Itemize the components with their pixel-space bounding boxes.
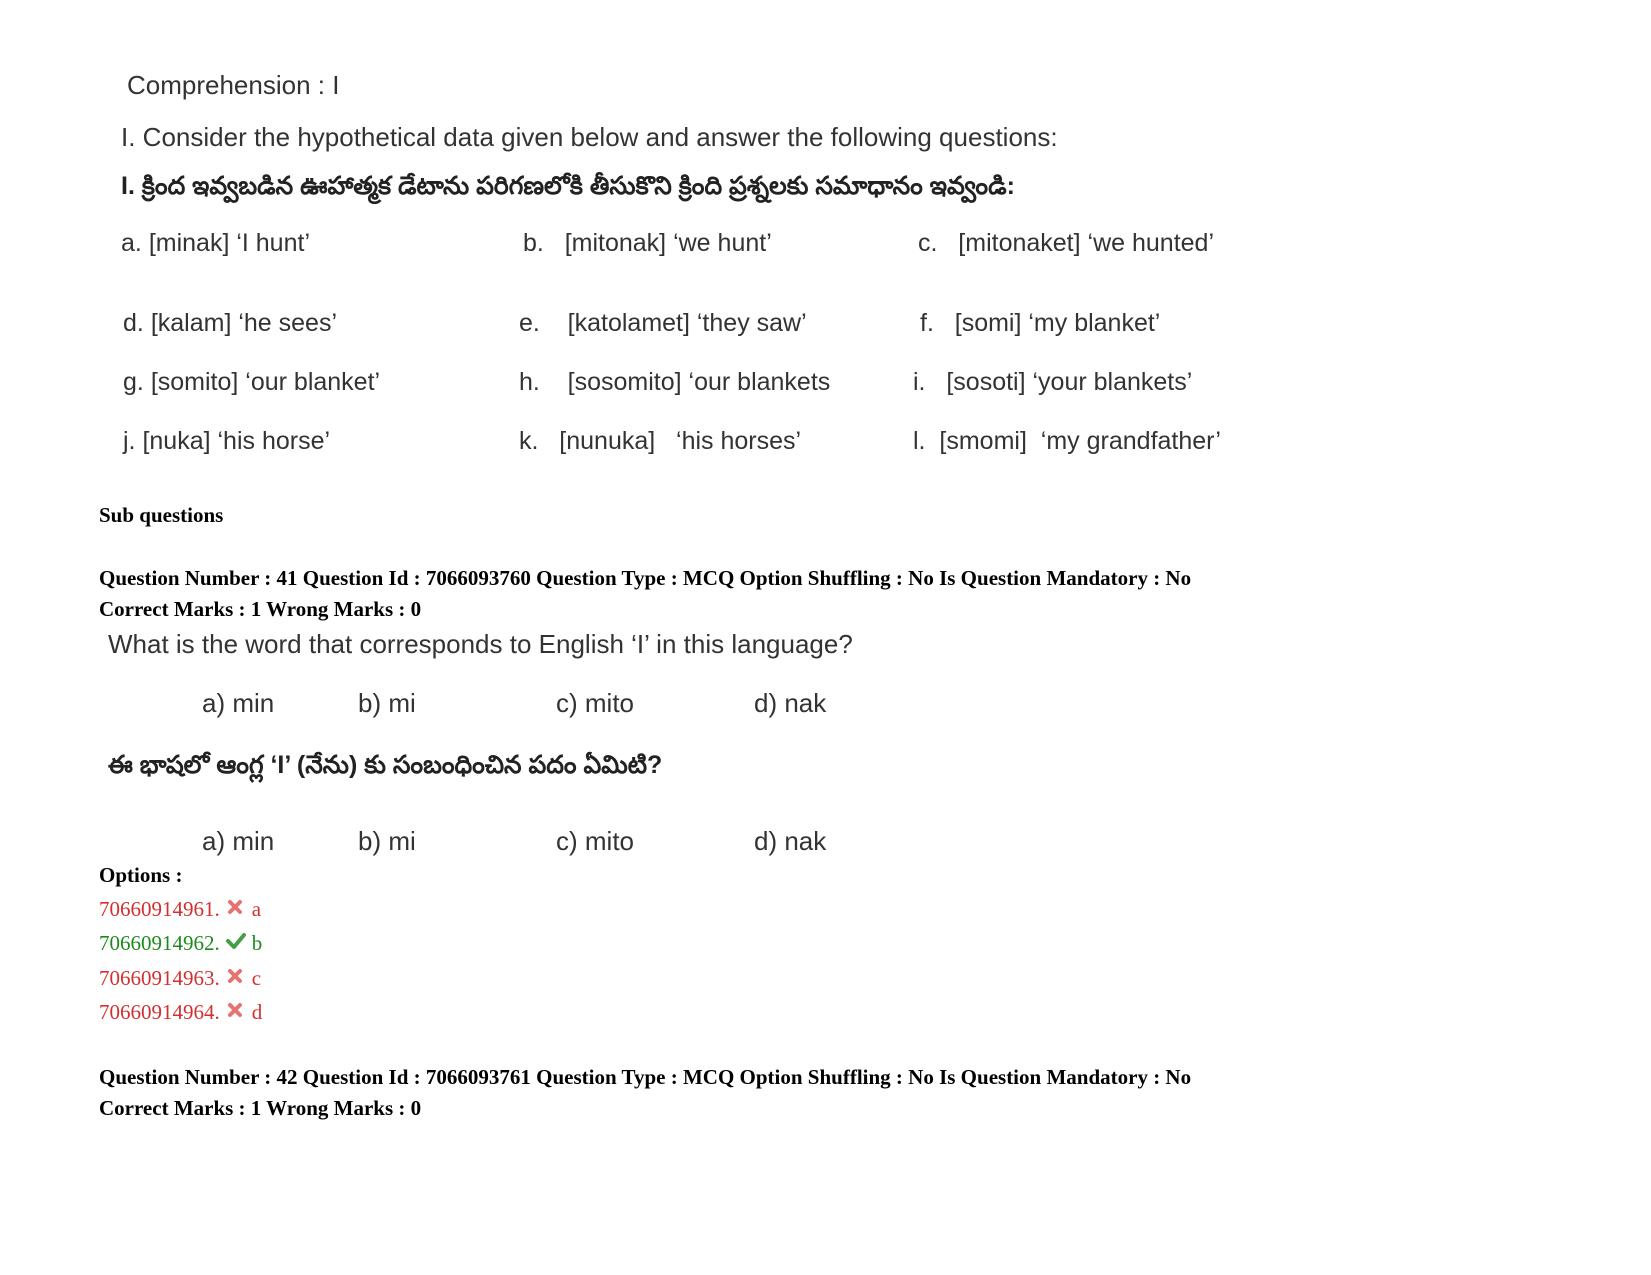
option-label: a <box>251 897 262 921</box>
q41-choice-en-d: d) nak <box>754 688 827 718</box>
option-row <box>99 897 261 922</box>
data-item-b: b. [mitonak] ‘we hunt’ <box>523 229 772 257</box>
data-item-g: g. [somito] ‘our blanket’ <box>123 368 381 396</box>
data-item-l: l. [smomi] ‘my grandfather’ <box>913 427 1221 455</box>
q41-question-english: What is the word that corresponds to English ‘I’ in this language? <box>108 629 853 659</box>
data-item-j: j. [nuka] ‘his horse’ <box>123 427 331 455</box>
data-item-c: c. [mitonaket] ‘we hunted’ <box>918 229 1214 257</box>
option-id: 70660914962. <box>99 931 220 955</box>
q41-choice-te-a: a) min <box>202 826 275 856</box>
q41-choice-te-c: c) mito <box>556 826 634 856</box>
data-item-f: f. [somi] ‘my blanket’ <box>920 309 1161 337</box>
option-row <box>99 931 262 956</box>
option-label: b <box>251 931 263 955</box>
option-id: 70660914964. <box>99 1000 220 1024</box>
q41-choice-en-c: c) mito <box>556 688 634 718</box>
instruction-telugu: I. క్రింద ఇవ్వబడిన ఊహాత్మక డేటాను పరిగణలోకి తీసుకొని క్రింది ప్రశ్నలకు సమాధానం ఇవ్వండి: <box>121 172 1015 200</box>
option-id: 70660914961. <box>99 897 220 921</box>
option-row <box>99 1000 262 1025</box>
data-item-e: e. [katolamet] ‘they saw’ <box>519 309 807 337</box>
options-label: Options : <box>99 863 183 887</box>
q41-choice-te-d: d) nak <box>754 826 827 856</box>
sub-questions-label: Sub questions <box>99 503 224 527</box>
checkmark-icon <box>226 931 244 949</box>
data-item-d: d. [kalam] ‘he sees’ <box>123 309 338 337</box>
data-item-h: h. [sosomito] ‘our blankets <box>519 368 831 396</box>
option-id: 70660914963. <box>99 966 220 990</box>
q42-meta-line2: Correct Marks : 1 Wrong Marks : 0 <box>99 1096 422 1120</box>
q41-meta-line1: Question Number : 41 Question Id : 7066093760 Question Type : MCQ Option Shuffling : No Is Question Mandatory : No <box>99 566 1192 590</box>
q42-meta-line1: Question Number : 42 Question Id : 7066093761 Question Type : MCQ Option Shuffling : No Is Question Mandatory : No <box>99 1065 1192 1089</box>
q41-choice-en-a: a) min <box>202 688 275 718</box>
instruction-english: I. Consider the hypothetical data given below and answer the following questions: <box>121 122 1058 152</box>
option-row <box>99 966 261 991</box>
q41-meta-line2: Correct Marks : 1 Wrong Marks : 0 <box>99 597 422 621</box>
data-item-a: a. [minak] ‘I hunt’ <box>121 229 310 257</box>
cross-icon <box>226 966 244 984</box>
option-label: d <box>251 1000 263 1024</box>
data-item-i: i. [sosoti] ‘your blankets’ <box>913 368 1193 396</box>
cross-icon <box>226 897 244 915</box>
q41-question-telugu: ఈ భాషలో ఆంగ్ల ‘I’ (నేను) కు సంబంధించిన పదం ఏమిటి? <box>108 751 663 779</box>
q41-choice-en-b: b) mi <box>358 688 416 718</box>
option-label: c <box>251 966 262 990</box>
cross-icon <box>226 1000 244 1018</box>
comprehension-title: Comprehension : I <box>127 70 340 100</box>
data-item-k: k. [nunuka] ‘his horses’ <box>519 427 802 455</box>
q41-choice-te-b: b) mi <box>358 826 416 856</box>
